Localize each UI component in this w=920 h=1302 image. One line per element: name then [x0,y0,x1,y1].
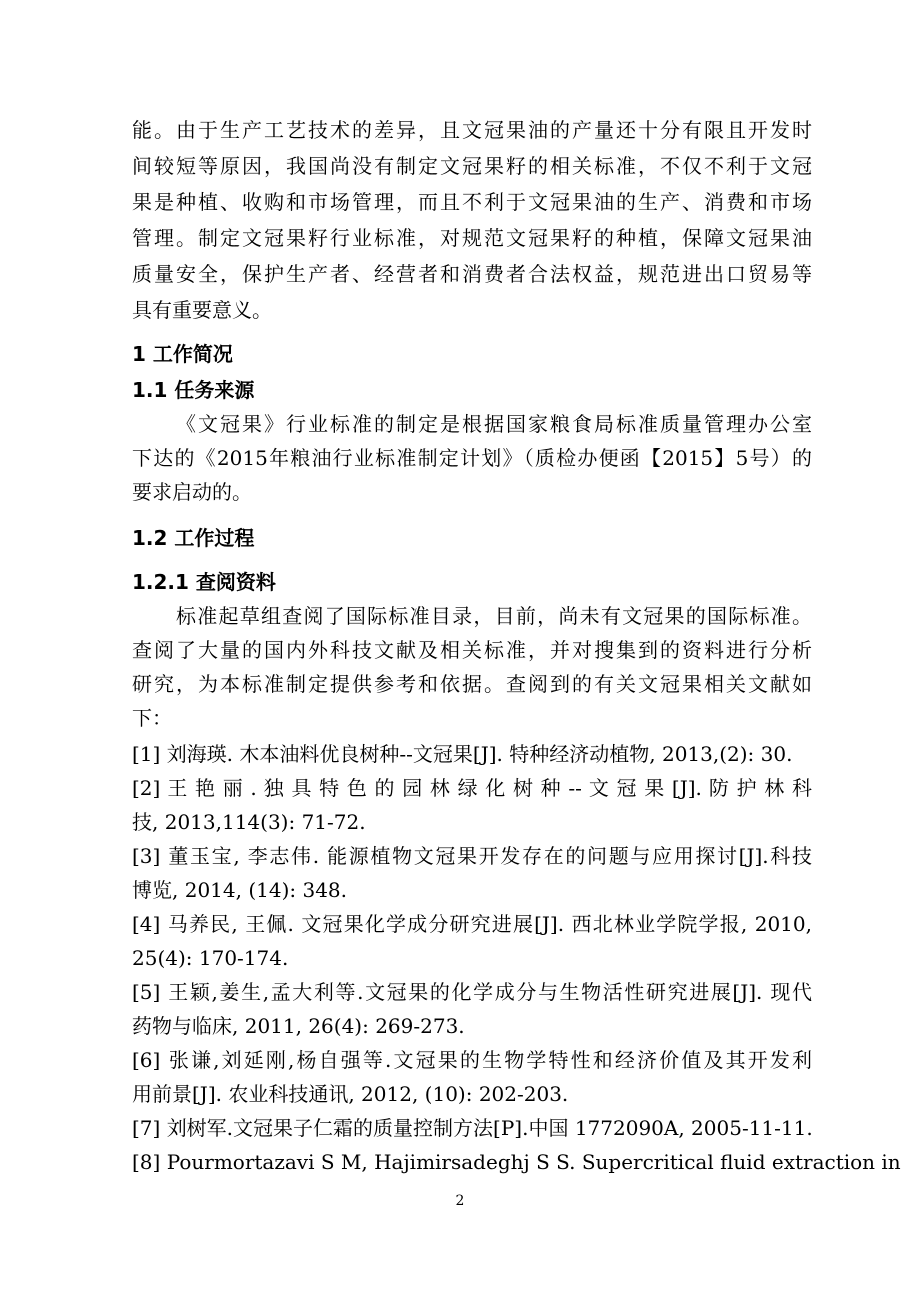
reference-item: 技, 2013,114(3): 71-72. [132,810,366,834]
paragraph-line: 查阅了大量的国内外科技文献及相关标准，并对搜集到的资料进行分析 [132,638,812,662]
reference-item: [4] 马养民, 王佩. 文冠果化学成分研究进展[J]. 西北林业学院学报, 2010, [132,912,812,936]
paragraph-line: 《文冠果》行业标准的制定是根据国家粮食局标准质量管理办公室 [176,412,812,436]
reference-item: [7] 刘树军.文冠果子仁霜的质量控制方法[P].中国 1772090A, 2005-11-11. [132,1116,813,1140]
paragraph-line: 间较短等原因，我国尚没有制定文冠果籽的相关标准，不仅不利于文冠 [132,154,812,178]
reference-item: [2] 王 艳 丽 . 独 具 特 色 的 园 林 绿 化 树 种 -- 文 冠 果 [J]. 防 护 林 科 [132,776,812,800]
reference-item: [1] 刘海瑛. 木本油料优良树种--文冠果[J]. 特种经济动植物, 2013,(2): 30. [132,742,793,766]
paragraph-line: 质量安全，保护生产者、经营者和消费者合法权益，规范进出口贸易等 [132,262,812,286]
reference-item: [3] 董玉宝, 李志伟. 能源植物文冠果开发存在的问题与应用探讨[J].科技 [132,844,812,868]
reference-item: [8] Pourmortazavi S M, Hajimirsadeghj S S. Supercritical fluid extraction in [132,1150,901,1174]
paragraph-line: 要求启动的。 [132,480,252,504]
subsection-heading: 1.2 工作过程 [132,526,255,550]
page-number: 2 [455,1193,465,1209]
section-heading: 1 工作简况 [132,342,233,366]
reference-item: 药物与临床, 2011, 26(4): 269-273. [132,1014,465,1038]
subsection-heading: 1.1 任务来源 [132,378,255,402]
paragraph-line: 具有重要意义。 [132,298,272,322]
reference-item: [5] 王颖,姜生,孟大利等.文冠果的化学成分与生物活性研究进展[J]. 现代 [132,980,812,1004]
paragraph-line: 能。由于生产工艺技术的差异，且文冠果油的产量还十分有限且开发时 [132,118,812,142]
reference-item: 博览, 2014, (14): 348. [132,878,348,902]
subsection-heading: 1.2.1 查阅资料 [132,570,276,594]
paragraph-line: 下达的《2015年粮油行业标准制定计划》（质检办便函【2015】5号）的 [132,446,812,470]
paragraph-line: 管理。制定文冠果籽行业标准，对规范文冠果籽的种植，保障文冠果油 [132,226,812,250]
paragraph-line: 标准起草组查阅了国际标准目录，目前，尚未有文冠果的国际标准。 [176,604,812,628]
paragraph-line: 果是种植、收购和市场管理，而且不利于文冠果油的生产、消费和市场 [132,190,812,214]
paragraph-line: 下： [132,706,172,730]
reference-item: 用前景[J]. 农业科技通讯, 2012, (10): 202-203. [132,1082,569,1106]
reference-item: [6] 张谦,刘延刚,杨自强等.文冠果的生物学特性和经济价值及其开发利 [132,1048,812,1072]
paragraph-line: 研究，为本标准制定提供参考和依据。查阅到的有关文冠果相关文献如 [132,672,812,696]
reference-item: 25(4): 170-174. [132,946,289,970]
